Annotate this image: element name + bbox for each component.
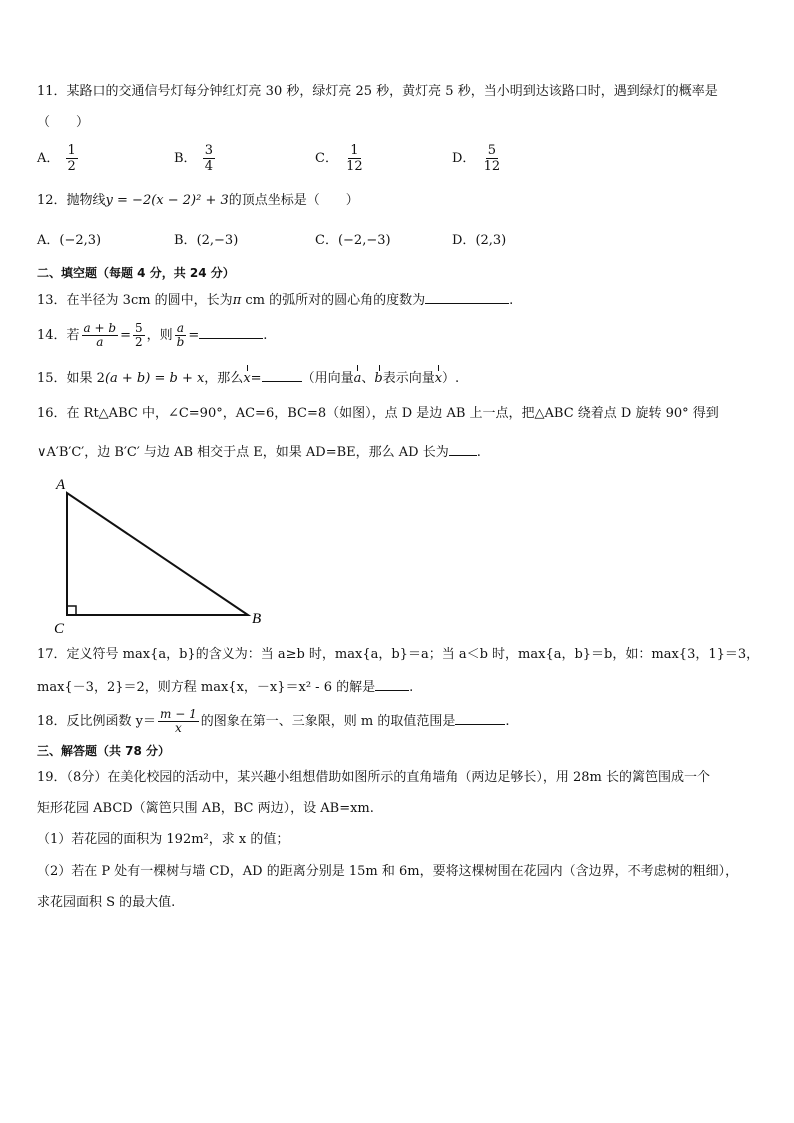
option-label: C． (315, 151, 338, 166)
question-18: 18．反比例函数 y＝ $\frac{m - 1}{x}$ 的图象在第一、三象限，则 m 的取值范围是 . (37, 707, 510, 735)
question-17-line1: 17．定义符号 max{a，b}的含义为：当 a≥b 时，max{a，b}＝a；当 a＜b 时，max{a，b}＝b，如：max{3，1}＝3， (37, 647, 760, 662)
answer-blank[interactable] (425, 291, 509, 304)
section-3-heading: 三、解答题（共 78 分） (37, 744, 171, 758)
answer-blank[interactable] (449, 443, 477, 456)
question-19-sub1: （1）若花园的面积为 192m²，求 x 的值； (37, 832, 290, 847)
fraction: $\frac{a + b}{a}$ (83, 321, 117, 349)
q11-option-c[interactable] (315, 143, 367, 174)
fraction: $\frac{1}{2}$ (67, 143, 76, 174)
question-16-line1: 16．在 Rt△ABC 中，∠C=90°，AC=6，BC=8（如图），点 D 是边 AB 上一点，把△ABC 绕着点 D 旋转 90° 得到 (37, 406, 719, 421)
q12-option-d[interactable]: D．(2,3) (452, 233, 507, 248)
fraction: $\frac{a}{b}$ (176, 321, 185, 349)
fraction: $\frac{3}{4}$ (204, 143, 213, 174)
answer-blank[interactable] (199, 326, 263, 339)
right-triangle-figure (50, 475, 280, 635)
vector-equation: (a + b) = b + x (104, 371, 205, 386)
answer-blank[interactable] (455, 712, 505, 725)
q12-option-a[interactable]: A．(−2,3) (37, 233, 102, 248)
q12-option-b[interactable]: B．(2,−3) (174, 233, 239, 248)
question-12-stem: 12．抛物线y = −2(x − 2)² + 3的顶点坐标是（ ） (37, 193, 359, 208)
question-19-line2: 矩形花园 ABCD（篱笆只围 AB，BC 两边），设 AB=xm. (37, 801, 374, 816)
option-label: A． (37, 151, 60, 166)
answer-blank[interactable] (375, 678, 409, 691)
fraction: $\frac{m - 1}{x}$ (160, 707, 197, 735)
triangle-abc (67, 493, 248, 615)
question-19-line1: 19．（8分）在美化校园的活动中，某兴趣小组想借助如图所示的直角墙角（两边足够长），用 28m 长的篱笆围成一个 (37, 770, 710, 785)
question-19-sub2: （2）若在 P 处有一棵树与墙 CD，AD 的距离分别是 15m 和 6m，要将这棵树围在花园内（含边界，不考虑树的粗细）， (37, 864, 739, 879)
fraction: $\frac{5}{2}$ (134, 321, 143, 349)
q11-option-a[interactable] (37, 143, 80, 174)
question-11-stem: 11．某路口的交通信号灯每分钟红灯亮 30 秒，绿灯亮 25 秒，黄灯亮 5 秒，当小明到达该路口时，遇到绿灯的概率是 (37, 84, 718, 99)
vertex-label-b: B (252, 611, 262, 627)
question-16-line2: ∨A′B′C′，边 B′C′ 与边 AB 相交于点 E，如果 AD=BE，那么 AD 长为 . (37, 445, 481, 460)
vertex-label-a: A (56, 477, 66, 493)
question-17-line2: max{－3，2}＝2，则方程 max{x，－x}＝x² - 6 的解是 . (37, 680, 414, 695)
question-15: 15．如果 2(a + b) = b + x，那么x= （用向量a、b表示向量x）. (37, 371, 460, 386)
right-angle-mark (67, 606, 76, 615)
question-19-sub3: 求花园面积 S 的最大值. (37, 895, 176, 910)
fraction: $\frac{1}{12}$ (346, 143, 363, 174)
section-2-heading: 二、填空题（每题 4 分，共 24 分） (37, 266, 235, 280)
question-13: 13．在半径为 3cm 的圆中，长为π cm 的弧所对的圆心角的度数为 . (37, 293, 514, 308)
answer-blank[interactable] (262, 369, 302, 382)
parabola-formula: y = −2(x − 2)² + 3 (105, 193, 229, 208)
q12-option-c[interactable]: C．(−2,−3) (315, 233, 391, 248)
question-11-paren: （ ） (37, 115, 90, 130)
q11-option-b[interactable] (174, 143, 217, 174)
vertex-label-c: C (54, 621, 65, 635)
fraction: $\frac{5}{12}$ (483, 143, 501, 174)
q11-option-d[interactable] (452, 143, 504, 174)
option-label: D． (452, 151, 476, 166)
option-label: B． (174, 151, 197, 166)
question-14: 14．若 $\frac{a + b}{a}$ = $\frac{5}{2}$ ，则 $\frac{a}{b}$ = . (37, 321, 268, 349)
